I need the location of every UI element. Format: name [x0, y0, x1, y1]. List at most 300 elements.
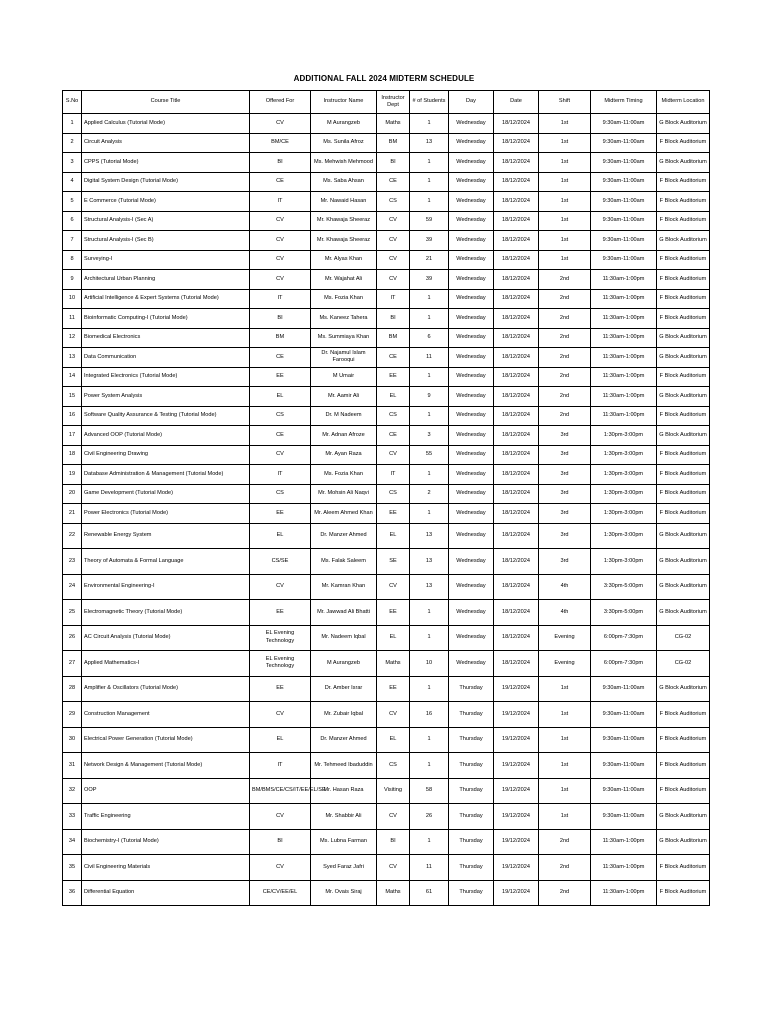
cell-midterm-timing: 11:30am-1:00pm — [591, 328, 657, 348]
cell-offered-for: EL — [250, 387, 311, 407]
cell-shift: 2nd — [539, 328, 591, 348]
header-row — [63, 91, 710, 114]
cell-instructor-dept: EE — [377, 600, 410, 626]
cell-sno: 21 — [63, 504, 82, 524]
cell-offered-for: CE — [250, 348, 311, 368]
cell-sno: 9 — [63, 270, 82, 290]
cell-midterm-location: F Block Auditorium — [657, 289, 710, 309]
cell-midterm-location: G Block Auditorium — [657, 426, 710, 446]
cell-instructor-dept: CV — [377, 211, 410, 231]
cell-instructor-name: Ms. Falak Saleem — [311, 549, 377, 575]
cell-num-students: 11 — [410, 348, 449, 368]
table-row — [63, 465, 710, 485]
cell-instructor-name: Ms. Saba Ahsan — [311, 172, 377, 192]
cell-day: Wednesday — [449, 651, 494, 677]
cell-instructor-name: Mr. Aamir Ali — [311, 387, 377, 407]
cell-offered-for: CS — [250, 406, 311, 426]
cell-midterm-timing: 11:30am-1:00pm — [591, 829, 657, 855]
cell-instructor-name: Mr. Ayan Raza — [311, 445, 377, 465]
cell-offered-for: CV — [250, 445, 311, 465]
cell-midterm-location: F Block Auditorium — [657, 270, 710, 290]
column-header-offered-for: Offered For — [250, 91, 311, 114]
cell-instructor-name: Ms. Sunila Afroz — [311, 133, 377, 153]
cell-instructor-dept: EL — [377, 387, 410, 407]
cell-course-title: Applied Mathematics-I — [82, 651, 250, 677]
cell-sno: 4 — [63, 172, 82, 192]
table-row — [63, 406, 710, 426]
cell-course-title: Biochemistry-I (Tutorial Mode) — [82, 829, 250, 855]
table-row — [63, 484, 710, 504]
cell-offered-for: CE — [250, 426, 311, 446]
cell-midterm-location: G Block Auditorium — [657, 153, 710, 173]
cell-offered-for: BM — [250, 328, 311, 348]
cell-midterm-timing: 1:30pm-3:00pm — [591, 445, 657, 465]
table-row — [63, 574, 710, 600]
cell-day: Wednesday — [449, 600, 494, 626]
cell-course-title: Electromagnetic Theory (Tutorial Mode) — [82, 600, 250, 626]
cell-course-title: Surveying-I — [82, 250, 250, 270]
cell-date: 18/12/2024 — [494, 504, 539, 524]
cell-sno: 14 — [63, 367, 82, 387]
cell-day: Wednesday — [449, 348, 494, 368]
cell-day: Wednesday — [449, 426, 494, 446]
cell-shift: 3rd — [539, 426, 591, 446]
cell-instructor-dept: BI — [377, 309, 410, 329]
cell-day: Thursday — [449, 676, 494, 702]
cell-num-students: 9 — [410, 387, 449, 407]
cell-shift: 2nd — [539, 829, 591, 855]
cell-sno: 16 — [63, 406, 82, 426]
cell-offered-for: EL Evening Technology — [250, 651, 311, 677]
cell-midterm-location: F Block Auditorium — [657, 855, 710, 881]
cell-sno: 29 — [63, 702, 82, 728]
cell-date: 18/12/2024 — [494, 549, 539, 575]
cell-instructor-dept: CS — [377, 406, 410, 426]
cell-date: 18/12/2024 — [494, 574, 539, 600]
cell-num-students: 16 — [410, 702, 449, 728]
cell-instructor-dept: BI — [377, 829, 410, 855]
cell-midterm-location: G Block Auditorium — [657, 549, 710, 575]
cell-instructor-name: Mr. Wajahat Ali — [311, 270, 377, 290]
cell-date: 18/12/2024 — [494, 231, 539, 251]
cell-date: 19/12/2024 — [494, 855, 539, 881]
cell-day: Wednesday — [449, 445, 494, 465]
table-row — [63, 367, 710, 387]
cell-shift: 2nd — [539, 309, 591, 329]
cell-course-title: Software Quality Assurance & Testing (Tutorial Mode) — [82, 406, 250, 426]
cell-shift: 3rd — [539, 523, 591, 549]
table-row — [63, 309, 710, 329]
cell-shift: 1st — [539, 702, 591, 728]
cell-date: 18/12/2024 — [494, 270, 539, 290]
cell-instructor-name: Mr. Alyas Khan — [311, 250, 377, 270]
cell-offered-for: EL — [250, 523, 311, 549]
cell-shift: 3rd — [539, 465, 591, 485]
cell-date: 18/12/2024 — [494, 600, 539, 626]
cell-day: Wednesday — [449, 523, 494, 549]
cell-sno: 12 — [63, 328, 82, 348]
cell-offered-for: CV — [250, 574, 311, 600]
cell-offered-for: BM/CE — [250, 133, 311, 153]
cell-day: Thursday — [449, 829, 494, 855]
cell-sno: 27 — [63, 651, 82, 677]
cell-midterm-location: CG-02 — [657, 625, 710, 651]
cell-day: Wednesday — [449, 625, 494, 651]
cell-num-students: 1 — [410, 114, 449, 134]
cell-date: 18/12/2024 — [494, 625, 539, 651]
table-row — [63, 348, 710, 368]
cell-midterm-timing: 3:30pm-5:00pm — [591, 574, 657, 600]
cell-instructor-name: Mr. Nawaid Hasan — [311, 192, 377, 212]
column-header-instructor-name: Instructor Name — [311, 91, 377, 114]
cell-shift: 1st — [539, 231, 591, 251]
cell-sno: 6 — [63, 211, 82, 231]
table-row — [63, 778, 710, 804]
cell-shift: 3rd — [539, 484, 591, 504]
cell-instructor-dept: CE — [377, 172, 410, 192]
cell-num-students: 39 — [410, 231, 449, 251]
cell-shift: 2nd — [539, 855, 591, 881]
table-row — [63, 676, 710, 702]
column-header-shift: Shift — [539, 91, 591, 114]
cell-offered-for: BI — [250, 829, 311, 855]
cell-day: Thursday — [449, 727, 494, 753]
cell-day: Wednesday — [449, 406, 494, 426]
cell-day: Wednesday — [449, 231, 494, 251]
cell-instructor-dept: CV — [377, 231, 410, 251]
cell-num-students: 11 — [410, 855, 449, 881]
cell-instructor-name: Mr. Adnan Afroze — [311, 426, 377, 446]
cell-midterm-location: CG-02 — [657, 651, 710, 677]
cell-num-students: 1 — [410, 465, 449, 485]
cell-midterm-location: F Block Auditorium — [657, 367, 710, 387]
cell-midterm-timing: 1:30pm-3:00pm — [591, 465, 657, 485]
cell-shift: 1st — [539, 676, 591, 702]
table-row — [63, 753, 710, 779]
cell-midterm-timing: 9:30am-11:00am — [591, 172, 657, 192]
cell-midterm-timing: 11:30am-1:00pm — [591, 309, 657, 329]
cell-offered-for: EL — [250, 727, 311, 753]
cell-instructor-name: Ms. Summiaya Khan — [311, 328, 377, 348]
cell-date: 19/12/2024 — [494, 676, 539, 702]
cell-course-title: Artificial Intelligence & Expert Systems (Tutorial Mode) — [82, 289, 250, 309]
cell-midterm-timing: 1:30pm-3:00pm — [591, 523, 657, 549]
cell-shift: 1st — [539, 114, 591, 134]
cell-sno: 1 — [63, 114, 82, 134]
cell-day: Thursday — [449, 702, 494, 728]
cell-midterm-location: G Block Auditorium — [657, 600, 710, 626]
cell-instructor-name: Mr. Khawaja Sheeraz — [311, 211, 377, 231]
cell-instructor-name: Mr. Aleem Ahmed Khan — [311, 504, 377, 524]
cell-instructor-dept: CS — [377, 192, 410, 212]
table-row — [63, 250, 710, 270]
cell-instructor-dept: IT — [377, 465, 410, 485]
cell-course-title: CPPS (Tutorial Mode) — [82, 153, 250, 173]
table-row — [63, 880, 710, 906]
cell-offered-for: EL Evening Technology — [250, 625, 311, 651]
cell-shift: 1st — [539, 133, 591, 153]
column-header-num-students: # of Students — [410, 91, 449, 114]
cell-shift: 1st — [539, 727, 591, 753]
cell-instructor-dept: CS — [377, 484, 410, 504]
cell-num-students: 39 — [410, 270, 449, 290]
cell-midterm-timing: 11:30am-1:00pm — [591, 880, 657, 906]
cell-instructor-name: M Umair — [311, 367, 377, 387]
cell-sno: 20 — [63, 484, 82, 504]
cell-midterm-timing: 11:30am-1:00pm — [591, 855, 657, 881]
cell-offered-for: CS — [250, 484, 311, 504]
cell-date: 18/12/2024 — [494, 484, 539, 504]
cell-instructor-dept: CV — [377, 445, 410, 465]
cell-sno: 5 — [63, 192, 82, 212]
cell-instructor-name: Mr. Jawwad Ali Bhatti — [311, 600, 377, 626]
cell-day: Wednesday — [449, 250, 494, 270]
table-row — [63, 804, 710, 830]
cell-offered-for: CV — [250, 855, 311, 881]
cell-num-students: 61 — [410, 880, 449, 906]
cell-sno: 2 — [63, 133, 82, 153]
cell-midterm-location: F Block Auditorium — [657, 172, 710, 192]
cell-num-students: 21 — [410, 250, 449, 270]
table-row — [63, 387, 710, 407]
cell-midterm-timing: 9:30am-11:00am — [591, 231, 657, 251]
cell-instructor-name: Ms. Fozia Khan — [311, 289, 377, 309]
table-row — [63, 829, 710, 855]
cell-instructor-name: Dr. M Nadeem — [311, 406, 377, 426]
cell-shift: 1st — [539, 804, 591, 830]
cell-shift: 3rd — [539, 445, 591, 465]
cell-midterm-timing: 9:30am-11:00am — [591, 778, 657, 804]
cell-date: 18/12/2024 — [494, 289, 539, 309]
cell-date: 18/12/2024 — [494, 172, 539, 192]
cell-sno: 10 — [63, 289, 82, 309]
cell-day: Thursday — [449, 753, 494, 779]
cell-midterm-location: F Block Auditorium — [657, 309, 710, 329]
cell-shift: 2nd — [539, 270, 591, 290]
cell-num-students: 1 — [410, 172, 449, 192]
cell-sno: 28 — [63, 676, 82, 702]
cell-date: 18/12/2024 — [494, 309, 539, 329]
table-row — [63, 625, 710, 651]
cell-midterm-location: F Block Auditorium — [657, 211, 710, 231]
cell-sno: 33 — [63, 804, 82, 830]
page-title: ADDITIONAL FALL 2024 MIDTERM SCHEDULE — [293, 74, 475, 83]
cell-instructor-dept: Maths — [377, 880, 410, 906]
cell-midterm-timing: 9:30am-11:00am — [591, 114, 657, 134]
cell-midterm-timing: 1:30pm-3:00pm — [591, 484, 657, 504]
cell-midterm-timing: 1:30pm-3:00pm — [591, 504, 657, 524]
cell-midterm-timing: 3:30pm-5:00pm — [591, 600, 657, 626]
table-row — [63, 153, 710, 173]
cell-num-students: 1 — [410, 309, 449, 329]
cell-instructor-dept: CV — [377, 250, 410, 270]
cell-course-title: AC Circuit Analysis (Tutorial Mode) — [82, 625, 250, 651]
cell-offered-for: CV — [250, 250, 311, 270]
column-header-sno: S.No — [63, 91, 82, 114]
cell-num-students: 1 — [410, 192, 449, 212]
cell-instructor-dept: CV — [377, 270, 410, 290]
cell-midterm-location: F Block Auditorium — [657, 133, 710, 153]
cell-shift: 4th — [539, 574, 591, 600]
cell-sno: 34 — [63, 829, 82, 855]
cell-midterm-location: G Block Auditorium — [657, 829, 710, 855]
table-row — [63, 426, 710, 446]
cell-num-students: 13 — [410, 523, 449, 549]
cell-day: Wednesday — [449, 289, 494, 309]
cell-course-title: Architectural Urban Planning — [82, 270, 250, 290]
cell-course-title: Civil Engineering Materials — [82, 855, 250, 881]
cell-date: 18/12/2024 — [494, 445, 539, 465]
cell-midterm-location: F Block Auditorium — [657, 484, 710, 504]
cell-date: 18/12/2024 — [494, 426, 539, 446]
cell-sno: 3 — [63, 153, 82, 173]
cell-course-title: Applied Calculus (Tutorial Mode) — [82, 114, 250, 134]
cell-date: 19/12/2024 — [494, 753, 539, 779]
cell-shift: 3rd — [539, 504, 591, 524]
cell-offered-for: EE — [250, 676, 311, 702]
cell-midterm-timing: 9:30am-11:00am — [591, 133, 657, 153]
cell-sno: 32 — [63, 778, 82, 804]
cell-day: Wednesday — [449, 549, 494, 575]
cell-shift: 1st — [539, 172, 591, 192]
cell-instructor-dept: EE — [377, 504, 410, 524]
cell-date: 18/12/2024 — [494, 651, 539, 677]
cell-midterm-timing: 9:30am-11:00am — [591, 153, 657, 173]
cell-shift: 1st — [539, 753, 591, 779]
cell-offered-for: IT — [250, 465, 311, 485]
cell-offered-for: BM/BMS/CE/CS/IT/EE/EL/SE — [250, 778, 311, 804]
cell-shift: 2nd — [539, 406, 591, 426]
cell-midterm-location: F Block Auditorium — [657, 702, 710, 728]
cell-shift: 2nd — [539, 880, 591, 906]
cell-instructor-dept: EL — [377, 523, 410, 549]
cell-midterm-location: F Block Auditorium — [657, 445, 710, 465]
cell-course-title: Renewable Energy System — [82, 523, 250, 549]
cell-instructor-name: Mr. Shabbir Ali — [311, 804, 377, 830]
cell-num-students: 1 — [410, 504, 449, 524]
cell-instructor-dept: EE — [377, 676, 410, 702]
cell-offered-for: CV — [250, 702, 311, 728]
cell-course-title: Integrated Electronics (Tutorial Mode) — [82, 367, 250, 387]
cell-midterm-timing: 6:00pm-7:30pm — [591, 651, 657, 677]
cell-day: Wednesday — [449, 574, 494, 600]
cell-day: Wednesday — [449, 114, 494, 134]
cell-num-students: 2 — [410, 484, 449, 504]
cell-offered-for: IT — [250, 753, 311, 779]
cell-sno: 8 — [63, 250, 82, 270]
cell-num-students: 1 — [410, 406, 449, 426]
cell-date: 19/12/2024 — [494, 727, 539, 753]
cell-midterm-location: G Block Auditorium — [657, 574, 710, 600]
cell-instructor-name: Ms. Fozia Khan — [311, 465, 377, 485]
cell-day: Wednesday — [449, 172, 494, 192]
cell-date: 19/12/2024 — [494, 778, 539, 804]
cell-instructor-name: Mr. Ovais Siraj — [311, 880, 377, 906]
cell-midterm-location: G Block Auditorium — [657, 387, 710, 407]
cell-course-title: Advanced OOP (Tutorial Mode) — [82, 426, 250, 446]
cell-sno: 11 — [63, 309, 82, 329]
cell-course-title: Construction Management — [82, 702, 250, 728]
column-header-instructor-dept: Instructor Dept — [377, 91, 410, 114]
cell-course-title: Network Design & Management (Tutorial Mode) — [82, 753, 250, 779]
table-row — [63, 328, 710, 348]
cell-sno: 36 — [63, 880, 82, 906]
column-header-midterm-location: Midterm Location — [657, 91, 710, 114]
cell-midterm-timing: 11:30am-1:00pm — [591, 367, 657, 387]
table-row — [63, 855, 710, 881]
table-row — [63, 270, 710, 290]
cell-course-title: Civil Engineering Drawing — [82, 445, 250, 465]
cell-date: 18/12/2024 — [494, 328, 539, 348]
table-row — [63, 549, 710, 575]
cell-date: 18/12/2024 — [494, 387, 539, 407]
cell-day: Thursday — [449, 855, 494, 881]
cell-num-students: 13 — [410, 574, 449, 600]
cell-midterm-location: G Block Auditorium — [657, 114, 710, 134]
cell-num-students: 1 — [410, 676, 449, 702]
schedule-table — [62, 90, 710, 906]
cell-midterm-location: G Block Auditorium — [657, 231, 710, 251]
cell-shift: 1st — [539, 211, 591, 231]
table-row — [63, 651, 710, 677]
cell-midterm-timing: 11:30am-1:00pm — [591, 387, 657, 407]
cell-midterm-location: G Block Auditorium — [657, 523, 710, 549]
cell-instructor-dept: EE — [377, 367, 410, 387]
cell-num-students: 26 — [410, 804, 449, 830]
table-row — [63, 172, 710, 192]
cell-sno: 23 — [63, 549, 82, 575]
cell-offered-for: IT — [250, 192, 311, 212]
cell-sno: 7 — [63, 231, 82, 251]
cell-course-title: Theory of Automata & Formal Language — [82, 549, 250, 575]
cell-day: Wednesday — [449, 367, 494, 387]
column-header-midterm-timing: Midterm Timing — [591, 91, 657, 114]
cell-num-students: 59 — [410, 211, 449, 231]
cell-course-title: Electrical Power Generation (Tutorial Mode) — [82, 727, 250, 753]
cell-day: Wednesday — [449, 270, 494, 290]
cell-midterm-timing: 9:30am-11:00am — [591, 804, 657, 830]
cell-sno: 17 — [63, 426, 82, 446]
cell-num-students: 3 — [410, 426, 449, 446]
table-row — [63, 504, 710, 524]
cell-midterm-location: G Block Auditorium — [657, 804, 710, 830]
cell-instructor-dept: BI — [377, 153, 410, 173]
cell-day: Wednesday — [449, 309, 494, 329]
cell-num-students: 1 — [410, 829, 449, 855]
cell-date: 18/12/2024 — [494, 192, 539, 212]
cell-instructor-dept: IT — [377, 289, 410, 309]
cell-midterm-location: G Block Auditorium — [657, 348, 710, 368]
cell-instructor-name: Mr. Khawaja Sheeraz — [311, 231, 377, 251]
cell-offered-for: CV — [250, 211, 311, 231]
cell-day: Wednesday — [449, 192, 494, 212]
cell-day: Thursday — [449, 778, 494, 804]
cell-course-title: Differential Equation — [82, 880, 250, 906]
cell-offered-for: CE/CV/EE/EL — [250, 880, 311, 906]
cell-instructor-dept: CV — [377, 804, 410, 830]
cell-instructor-name: Mr. Tehmeed Ibaduddin — [311, 753, 377, 779]
cell-sno: 30 — [63, 727, 82, 753]
cell-instructor-name: Dr. Amber Israr — [311, 676, 377, 702]
cell-shift: 3rd — [539, 549, 591, 575]
cell-course-title: Bioinformatic Computing-I (Tutorial Mode) — [82, 309, 250, 329]
cell-day: Wednesday — [449, 328, 494, 348]
cell-midterm-location: G Block Auditorium — [657, 328, 710, 348]
cell-offered-for: EE — [250, 600, 311, 626]
cell-sno: 24 — [63, 574, 82, 600]
table-header — [63, 91, 710, 114]
cell-instructor-name: Mr. Kamran Khan — [311, 574, 377, 600]
